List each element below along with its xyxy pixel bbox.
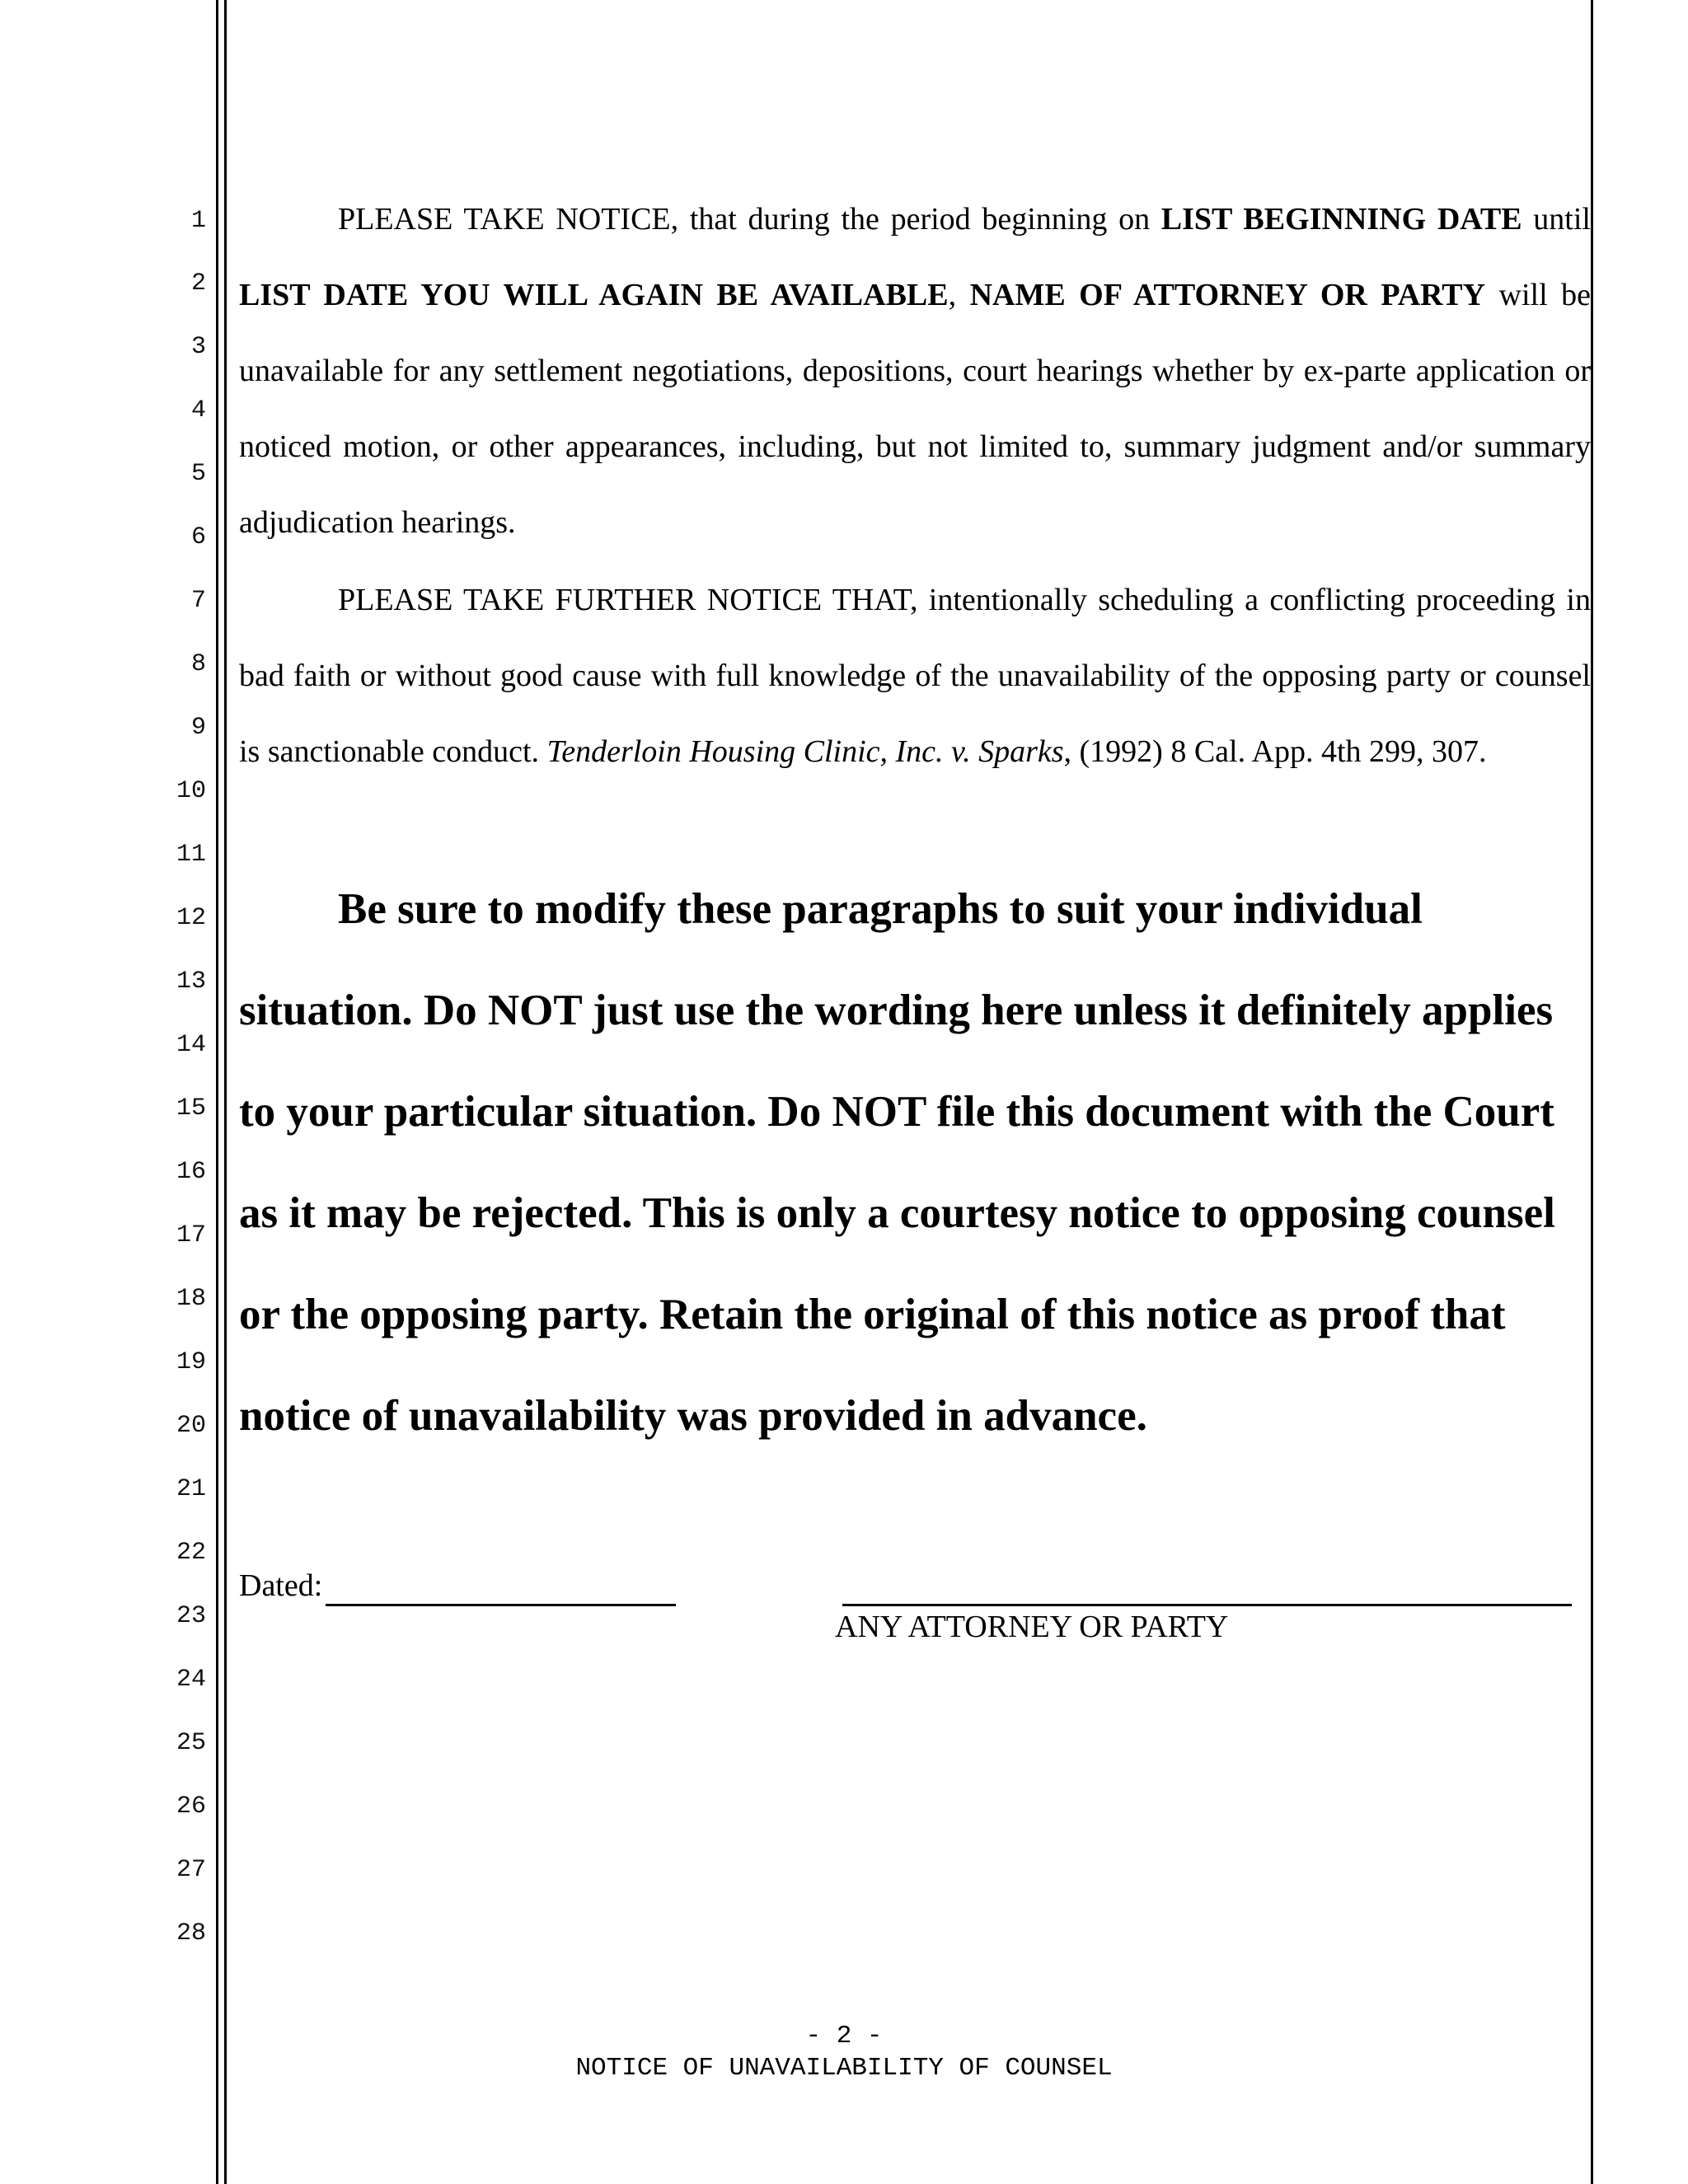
signer-label: ANY ATTORNEY OR PARTY bbox=[835, 1610, 1229, 1644]
citation-text: , (1992) 8 Cal. App. 4th 299, 307. bbox=[1063, 734, 1487, 769]
line-number: 4 bbox=[190, 396, 206, 424]
line-number: 20 bbox=[176, 1412, 206, 1440]
line-number: 5 bbox=[190, 460, 206, 488]
line-number: 21 bbox=[176, 1475, 206, 1503]
line-number: 12 bbox=[176, 904, 206, 932]
line-number: 22 bbox=[176, 1539, 206, 1567]
notice-text: PLEASE TAKE NOTICE, that during the period beginning on bbox=[338, 202, 1161, 237]
line-number: 14 bbox=[176, 1031, 206, 1059]
line-number: 23 bbox=[176, 1602, 206, 1630]
line-number: 26 bbox=[176, 1793, 206, 1821]
line-number: 2 bbox=[190, 269, 206, 298]
case-citation: Tenderloin Housing Clinic, Inc. v. Sparks bbox=[546, 734, 1064, 769]
attorney-name-placeholder: NAME OF ATTORNEY OR PARTY bbox=[969, 278, 1486, 312]
line-number: 28 bbox=[176, 1919, 206, 1947]
right-margin-rule bbox=[1591, 0, 1593, 2184]
line-number: 24 bbox=[176, 1666, 206, 1694]
notice-text: will be unavailable for any settlement negotiations, depositions, court hearings whether by ex-parte application or noticed motion, or other appearances, including, but not limited to, summary judgment and/or summary adjudication hearings. bbox=[239, 278, 1592, 540]
line-number: 10 bbox=[176, 777, 206, 805]
page-number: - 2 - bbox=[805, 2022, 883, 2050]
line-number: 1 bbox=[190, 207, 206, 235]
dated-label: Dated: bbox=[239, 1568, 323, 1603]
line-number: 8 bbox=[190, 650, 206, 678]
further-notice-paragraph bbox=[239, 562, 1591, 790]
line-number: 17 bbox=[176, 1221, 206, 1249]
date-blank-line bbox=[326, 1604, 676, 1606]
pleading-line-numbers bbox=[157, 0, 206, 2019]
left-margin-rule-inner bbox=[224, 0, 227, 2184]
line-number: 6 bbox=[190, 523, 206, 551]
beginning-date-placeholder: LIST BEGINNING DATE bbox=[1160, 202, 1522, 237]
line-number: 3 bbox=[190, 333, 206, 361]
left-margin-rule-outer bbox=[216, 0, 218, 2184]
instruction-paragraph: Be sure to modify these paragraphs to suit your individual situation. Do NOT just use the wording here unless it definitely applies to your particular situation. Do NOT file this document with the Court as it may be rejected. This is only a courtesy notice to opposing counsel or the opposing party. Retain the original of this notice as proof that notice of unavailability was provided in advance. bbox=[239, 885, 1555, 1440]
line-number: 15 bbox=[176, 1094, 206, 1122]
line-number: 16 bbox=[176, 1158, 206, 1186]
line-number: 19 bbox=[176, 1348, 206, 1376]
return-date-placeholder: LIST DATE YOU WILL AGAIN BE AVAILABLE bbox=[239, 278, 949, 312]
line-number: 27 bbox=[176, 1856, 206, 1884]
line-number: 13 bbox=[176, 968, 206, 996]
line-number: 25 bbox=[176, 1729, 206, 1757]
document-body bbox=[239, 0, 1591, 2019]
line-number: 11 bbox=[176, 841, 206, 869]
line-number: 7 bbox=[190, 587, 206, 615]
line-number: 18 bbox=[176, 1285, 206, 1313]
notice-text: until bbox=[1522, 202, 1591, 237]
further-notice-text: PLEASE TAKE FURTHER NOTICE THAT, intentionally scheduling a conflicting proceeding in bad faith or without good cause with full knowledge of the unavailability of the opposing party or counsel is sanctionable conduct. bbox=[239, 583, 1591, 769]
notice-paragraph bbox=[239, 181, 1591, 560]
notice-text: , bbox=[948, 278, 970, 312]
signature-blank-line bbox=[842, 1604, 1572, 1606]
footer-title: NOTICE OF UNAVAILABILITY OF COUNSEL bbox=[575, 2054, 1113, 2083]
line-number: 9 bbox=[190, 714, 206, 742]
